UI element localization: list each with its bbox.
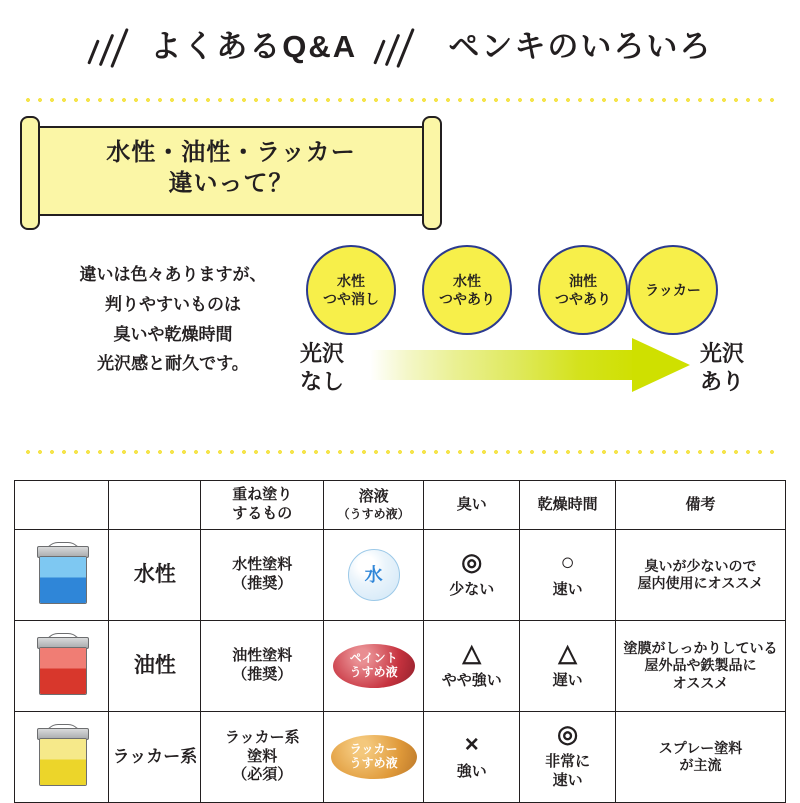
- dry-text: 速い: [552, 580, 583, 598]
- smell-text: やや強い: [441, 671, 502, 689]
- description-line-1: 違いは色々ありますが、: [79, 265, 267, 284]
- row-dry: [520, 712, 616, 803]
- paint-can-yellow-icon: [15, 712, 109, 803]
- gloss-circle-1-line-2: つや消し: [323, 291, 379, 307]
- solvent-badge-text-2: うすめ液: [349, 665, 398, 679]
- row-overcoat-line-1: ラッカー系: [224, 728, 300, 746]
- solvent-badge-oil-icon: [333, 644, 415, 688]
- note-line-3: オススメ: [672, 674, 729, 691]
- solvent-badge-text: 水: [364, 564, 383, 585]
- row-overcoat-line-1: 油性塗料: [232, 647, 293, 665]
- note-line-1: 臭いが少ないので: [644, 557, 757, 574]
- row-smell: [424, 530, 520, 621]
- row-note: [616, 530, 786, 621]
- table-header-row: [15, 481, 786, 530]
- note-line-2: 屋外品や鉄製品に: [644, 657, 757, 674]
- solvent-badge-text: ペイント: [349, 651, 398, 666]
- header-overcoat-line-2: するもの: [232, 505, 293, 522]
- row-solvent: [324, 530, 424, 621]
- dry-symbol: ◎: [557, 721, 579, 749]
- slash-lines-icon: [374, 27, 420, 71]
- row-overcoat-line-1: 水性塗料: [232, 556, 293, 574]
- gloss-gradient-arrow: [370, 340, 692, 390]
- row-overcoat-line-2: （推奨）: [232, 666, 293, 683]
- question-banner: [28, 126, 434, 216]
- header-note: 備考: [616, 481, 786, 530]
- banner-text: [30, 128, 432, 199]
- header-overcoat-line-1: 重ね塗り: [232, 486, 293, 504]
- note-line-2: 屋内使用にオススメ: [637, 575, 764, 591]
- paint-can-blue-icon: [15, 530, 109, 621]
- slash-lines-icon: [88, 27, 134, 71]
- row-overcoat: [201, 712, 324, 803]
- header-can-blank: [15, 481, 109, 530]
- smell-symbol: △: [462, 639, 481, 667]
- gloss-none-line-2: なし: [299, 368, 344, 394]
- gloss-label-none: [286, 340, 358, 395]
- header-overcoat: [201, 481, 324, 530]
- gloss-circle-3-line-2: つやあり: [555, 291, 611, 307]
- header-solvent-line-1: 溶液: [358, 488, 389, 506]
- row-solvent: [324, 621, 424, 712]
- dry-text: 遅い: [552, 671, 583, 689]
- row-type-label: 油性: [109, 621, 201, 712]
- row-note: [616, 621, 786, 712]
- smell-text: 強い: [456, 762, 487, 780]
- description-block: [58, 260, 288, 379]
- gloss-high-line-1: 光沢: [700, 341, 745, 366]
- gloss-none-line-1: 光沢: [299, 341, 344, 366]
- gloss-label-high: [700, 340, 780, 395]
- header-solvent: [324, 481, 424, 530]
- note-line-1: スプレー塗料: [658, 739, 743, 756]
- gloss-circle-mizusei-tsuyaari: [422, 245, 512, 335]
- gloss-circle-3-line-1: 油性: [569, 272, 597, 289]
- row-overcoat-line-2: 塗料: [247, 747, 278, 765]
- table-row: [15, 530, 786, 621]
- banner-line-1: 水性・油性・ラッカー: [106, 139, 356, 166]
- row-smell: [424, 621, 520, 712]
- description-line-2: 判りやすいものは: [105, 294, 241, 314]
- row-smell: [424, 712, 520, 803]
- solvent-badge-lacquer-icon: [331, 735, 417, 779]
- divider-top: [22, 98, 778, 102]
- gloss-circle-1-line-1: 水性: [337, 272, 365, 289]
- header-solvent-line-2: （うすめ液）: [337, 506, 410, 521]
- row-dry: [520, 530, 616, 621]
- gloss-circle-lacquer: [628, 245, 718, 335]
- row-overcoat: [201, 530, 324, 621]
- gloss-circle-mizusei-tsuyakeshi: [306, 245, 396, 335]
- smell-text: 少ない: [449, 580, 495, 598]
- smell-symbol: ×: [464, 730, 479, 758]
- row-note: [616, 712, 786, 803]
- dry-text-line-2: 速い: [552, 772, 583, 789]
- row-overcoat-line-2: （推奨）: [232, 575, 293, 592]
- solvent-badge-text-2: うすめ液: [349, 756, 398, 770]
- description-line-4: 光沢感と耐久です。: [97, 354, 249, 374]
- header-title-right: ペンキのいろいろ: [448, 29, 713, 65]
- arrow-head-icon: [632, 338, 690, 392]
- comparison-table: [14, 480, 786, 803]
- table-row: [15, 712, 786, 803]
- gloss-circle-2-line-1: 水性: [453, 272, 481, 289]
- header-type-blank: [109, 481, 201, 530]
- banner-line-2: 違いって？: [168, 169, 294, 197]
- dry-symbol: ○: [560, 548, 575, 576]
- row-overcoat: [201, 621, 324, 712]
- header-dry-time: 乾燥時間: [520, 481, 616, 530]
- gloss-circle-2-line-2: つやあり: [439, 291, 495, 307]
- dry-text-line-1: 非常に: [545, 753, 591, 771]
- divider-bottom: [22, 450, 778, 454]
- row-type-label: 水性: [109, 530, 201, 621]
- dry-symbol: △: [558, 639, 577, 667]
- gloss-circle-4-line-1: ラッカー: [645, 281, 701, 298]
- header-smell: 臭い: [424, 481, 520, 530]
- header-title-left: よくあるQ&A: [150, 29, 358, 65]
- page-title: [88, 21, 713, 71]
- note-line-2: が主流: [679, 757, 722, 773]
- solvent-badge-water-icon: [348, 549, 400, 601]
- solvent-badge-text: ラッカー: [349, 742, 398, 757]
- gloss-circle-yusei-tsuyaari: [538, 245, 628, 335]
- paint-can-red-icon: [15, 621, 109, 712]
- table-row: [15, 621, 786, 712]
- page-header: [0, 0, 800, 92]
- row-type-label: ラッカー系: [109, 712, 201, 803]
- arrow-body: [370, 350, 638, 380]
- row-dry: [520, 621, 616, 712]
- gloss-high-line-2: あり: [700, 368, 745, 394]
- note-line-1: 塗膜がしっかりしている: [623, 639, 778, 656]
- row-solvent: [324, 712, 424, 803]
- description-line-3: 臭いや乾燥時間: [113, 324, 233, 344]
- row-overcoat-line-3: （必須）: [232, 766, 293, 784]
- smell-symbol: ◎: [461, 548, 483, 576]
